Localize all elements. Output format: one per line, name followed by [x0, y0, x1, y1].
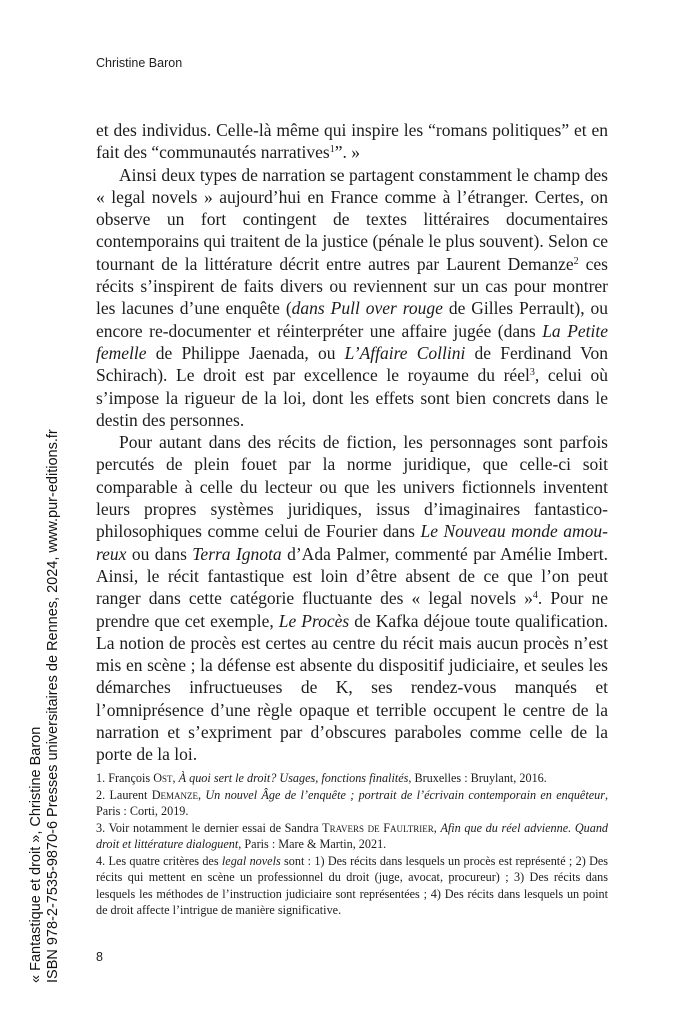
footnote-ref-4[interactable]: 4 — [532, 590, 538, 602]
paragraph-1: et des individus. Celle-là même qui inspire les “romans politiques” et en fait des “communautés narratives$^1$”. » — [96, 120, 608, 163]
footnote-1: 1. François Ost, À quoi sert le droit? Usages, fonctions finalités, Bruxelles : Bruylant, 2016. — [96, 771, 547, 785]
paragraph-2: Ainsi deux types de narration se partagent constamment le champ des « legal novels » aujourd’hui en France comme à l’étranger. Certes, on observe un fort contingent de textes littéraires documentaires contemporains qui traitent de la justice (pénale le plus souvent). Selon ce tournant de la littérature décrit entre autres par Laurent Demanze$^2$ ces récits s’inspirent de faits divers ou reviennent sur un cas pour montrer les lacunes d’une enquête (dans Pull over rouge de Gilles Perrault), ou encore re-documenter et réinterpréter une affaire jugée (dans La Petite femelle de Philippe Jaenada, ou L’Affaire Collini de Ferdinand Von Schirach). Le droit est par excellence le royaume du réel$^3$, celui où s’impose la rigueur de la loi, dont les effets sont bien concrets dans le destin des personnes. — [96, 164, 609, 430]
footnote-2: 2. Laurent Demanze, Un nouvel Âge de l’enquête ; portrait de l’écrivain contemporain en enquêteur, Paris : Corti, 2019. — [96, 787, 608, 818]
running-head-author: Christine Baron — [96, 56, 183, 70]
footnote-ref-1[interactable]: 1 — [329, 144, 335, 156]
footnote-3: 3. Voir notamment le dernier essai de Sandra Travers de Faultrier, Afin que du réel advienne. Quand droit et littérature dialoguent, Paris : Mare & Martin, 2021. — [96, 820, 609, 851]
footnote-ref-2[interactable]: 2 — [573, 255, 579, 267]
side-copyright-notice — [28, 123, 62, 983]
footnote-ref-3[interactable]: 3 — [529, 367, 535, 379]
footnotes — [96, 770, 608, 919]
footnote-4: 4. Les quatre critères des legal novels sont : 1) Des récits dans lesquels un procès est représenté ; 2) Des récits qui mettent en scène un professionnel du droit (juge, avocat, procureur) ; 3) Des récits dans lesquels les méthodes de l’instruction judiciaire sont représentées ; 4) Des récits dans lesquels un point de droit affecte l’intrigue de manière significative. — [96, 853, 609, 917]
side-notice-line-1: « Fantastique et droit », Christine Baron — [28, 726, 44, 983]
main-text — [96, 119, 608, 766]
paragraph-3: Pour autant dans des récits de fiction, les personnages sont parfois percutés de plein fouet par la norme juridique, que celle-ci soit comparable à celle du lecteur ou que les univers fictionnels inventent leurs propres systèmes juridiques, issus d’imaginaires fantastico-philosophiques comme celui de Fourier dans Le Nouveau monde amoureux ou dans Terra Ignota d’Ada Palmer, commenté par Amélie Imbert. Ainsi, le récit fantastique est loin d’être absent de ce que l’on peut ranger dans cette catégorie fluctuante des « legal novels »$^4$. Pour ne prendre que cet exemple, Le Procès de Kafka déjoue toute qualification. La notion de procès est certes au centre du récit mais aucun procès n’est mis en scène ; la défense est absente du dispositif judiciaire, et seules les démarches infructueuses de K, ses rendez-vous manqués et l’omniprésence d’une règle opaque et terrible occupent le centre de la narration et s’expriment par d’obscures paraboles comme celle de la porte de la loi. — [96, 432, 608, 765]
side-notice-line-2[interactable]: ISBN 978-2-7535-9870-6 Presses universitaires de Rennes, 2024, www.pur-editions.fr — [45, 429, 61, 983]
page-number: 8 — [96, 950, 103, 964]
